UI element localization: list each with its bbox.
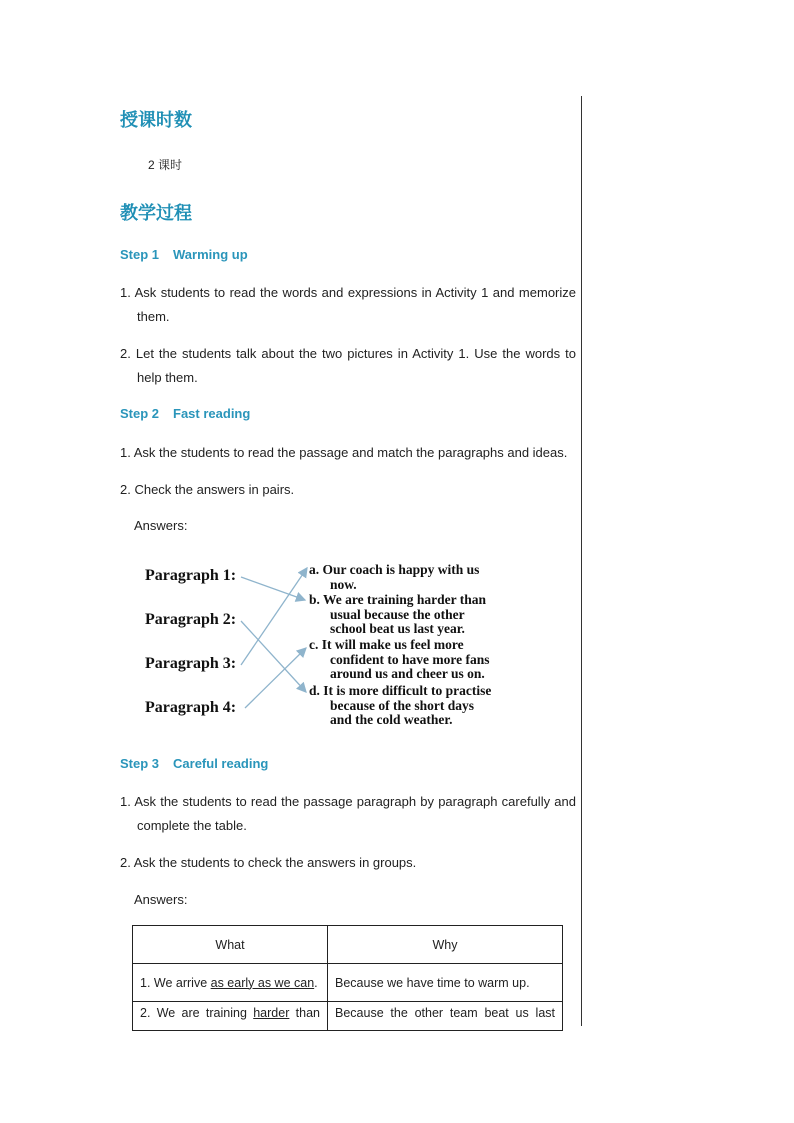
option-c-line1: c. It will make us feel more [309,637,464,652]
arrow-p1-to-b [241,577,305,600]
step3-heading [120,756,268,771]
step3-item2: 2. Ask the students to check the answers in groups. [120,855,417,870]
row2-what [133,1002,328,1031]
answers-table [132,925,563,1031]
option-c-line2: confident to have more fans [330,651,490,667]
option-c-line3: around us and cheer us on. [330,666,485,681]
header-what: What [133,926,328,964]
option-a-line1: a. Our coach is happy with us [309,562,480,577]
row1-what-end: . [314,975,318,990]
option-d-line2: because of the short days [330,697,474,713]
row2-what-end: than [289,1006,320,1020]
option-b-line1: b. We are training harder than [309,592,487,607]
paragraph-1-label: Paragraph 1: [145,567,237,584]
step3-item1 [120,790,576,838]
table-row [133,1002,563,1031]
option-a-line2: now. [330,576,357,592]
option-b-line3: school beat us last year. [330,621,465,636]
step2-number: Step 2 [120,406,160,421]
option-d-line1: d. It is more difficult to practise [309,683,492,698]
step2-item2: 2. Check the answers in pairs. [120,482,295,497]
step3-number: Step 3 [120,756,160,771]
row1-why: Because we have time to warm up. [328,964,563,1002]
step1-title: Warming up [173,247,248,262]
paragraph-3-label: Paragraph 3: [145,655,237,672]
row2-what-answer: harder [253,1006,290,1020]
step2-title: Fast reading [173,406,251,421]
paragraph-2-label: Paragraph 2: [145,611,237,628]
step1-item2-line1: 2. Let the students talk about the two pictures in Activity 1. Use the words to [120,346,576,361]
arrow-p3-to-a [241,568,307,665]
header-why: Why [328,926,563,964]
step1-item2-line2: help them. [137,370,198,385]
arrow-p4-to-c [245,648,306,708]
step3-answers-label: Answers: [134,892,188,907]
step3-item1-line1: 1. Ask the students to read the passage paragraph by paragraph carefully and [120,794,576,809]
option-d-line3: and the cold weather. [330,712,453,727]
option-b-line2: usual because the other [330,606,465,622]
row1-what-text: 1. We arrive [140,975,211,990]
step3-title: Careful reading [173,756,269,771]
row1-what-answer: as early as we can [210,975,315,990]
row2-what-text: 2. We are training [140,1006,254,1020]
step2-answers-label: Answers: [134,518,188,533]
step1-item1-line1: 1. Ask students to read the words and expressions in Activity 1 and memorize [120,285,576,300]
row1-what [133,964,328,1002]
paragraph-4-label: Paragraph 4: [145,699,237,716]
step3-item1-line2: complete the table. [137,818,247,833]
table-header-row [133,926,563,964]
row2-why: Because the other team beat us last [328,1002,563,1031]
step1-number: Step 1 [120,247,160,262]
hours-heading: 授课时数 [120,110,192,131]
arrow-p2-to-d [241,621,306,692]
step2-item1: 1. Ask the students to read the passage and match the paragraphs and ideas. [120,445,568,460]
process-heading: 教学过程 [120,203,192,224]
table-row [133,964,563,1002]
hours-value: 2 课时 [148,158,183,172]
step1-item1-line2: them. [137,309,170,324]
